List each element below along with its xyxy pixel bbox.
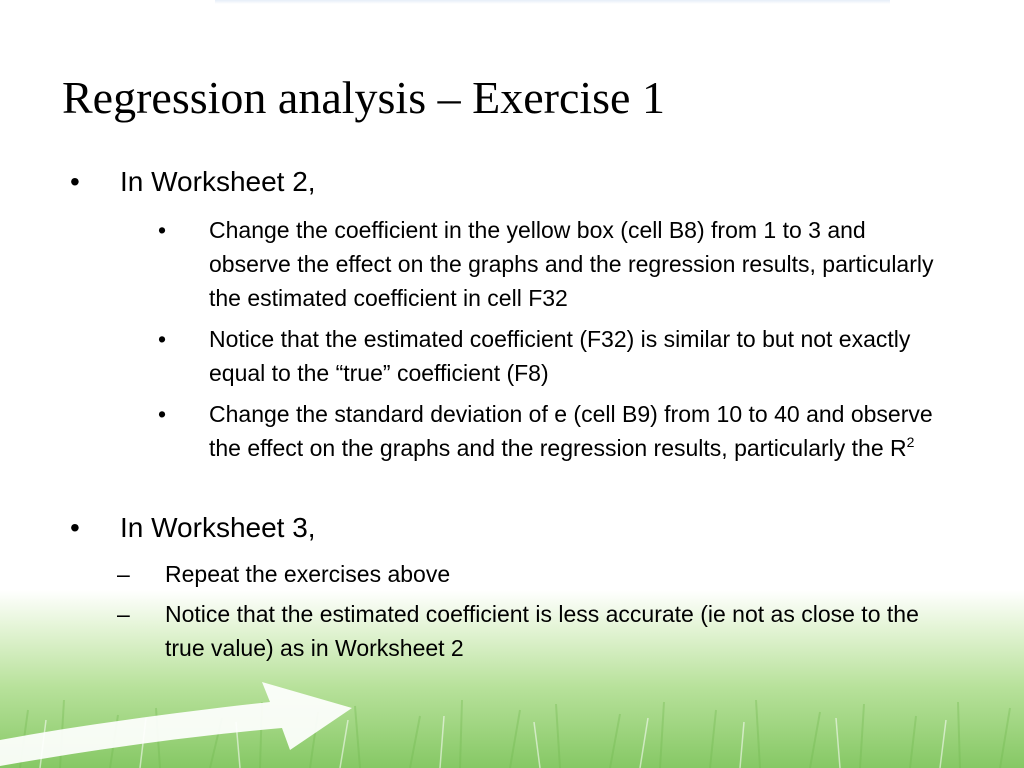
subbullet-change-coefficient [158, 213, 938, 315]
bullet-marker: • [70, 512, 80, 543]
bullet-marker: • [158, 326, 167, 352]
dash-marker: – [117, 601, 130, 627]
subbullet-notice-estimated [158, 322, 938, 390]
superscript-two: 2 [906, 434, 915, 450]
subbullet-text: Notice that the estimated coefficient (F32) is similar to but not exactly equal to the “true” coefficient (F8) [209, 326, 911, 386]
bullet-marker: • [158, 401, 167, 427]
dash-notice-less-accurate [117, 597, 947, 665]
subbullet-text: Change the standard deviation of e (cell B9) from 10 to 40 and observe the effect on the graphs and the regression results, particularly the R [209, 401, 933, 461]
bullet-marker: • [158, 217, 167, 243]
subbullet-text: Change the coefficient in the yellow box (cell B8) from 1 to 3 and observe the effect on the graphs and the regression results, particularly the estimated coefficient in cell F32 [209, 217, 934, 311]
dash-repeat-exercises [117, 557, 947, 591]
dash-text: Notice that the estimated coefficient is less accurate (ie not as close to the true value) as in Worksheet 2 [165, 601, 919, 661]
subbullet-text-wrapper [209, 397, 944, 465]
bullet-marker: • [70, 166, 80, 197]
subbullet-change-std-dev [158, 397, 938, 465]
dash-text: Repeat the exercises above [165, 561, 451, 587]
dash-marker: – [117, 561, 130, 587]
bullet-text: In Worksheet 3, [120, 512, 316, 543]
slide-title: Regression analysis – Exercise 1 [62, 72, 665, 123]
bullet-text: In Worksheet 2, [120, 166, 316, 197]
